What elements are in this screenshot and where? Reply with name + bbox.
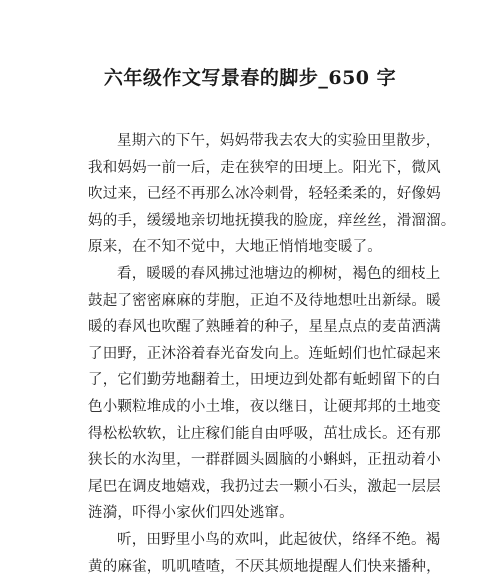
text-line: 听，田野里小鸟的欢叫，此起彼伏，络绎不绝。褐 — [88, 527, 428, 554]
text-line: 暖的春风也吹醒了熟睡着的种子，星星点点的麦苗洒满 — [88, 314, 428, 341]
text-line: 吹过来，已经不再那么冰冷刺骨，轻轻柔柔的，好像妈 — [88, 181, 428, 208]
text-line: 得松松软软，让庄稼们能自由呼吸，茁壮成长。还有那 — [88, 421, 428, 448]
text-line: 妈的手，缓缓地亲切地抚摸我的脸庞，痒丝丝，滑溜溜。 — [88, 208, 428, 235]
text-line: 狭长的水沟里，一群群圆头圆脑的小蝌蚪，正扭动着小 — [88, 447, 428, 474]
text-line: 了，它们勤劳地翻着土，田埂边到处都有蚯蚓留下的白 — [88, 367, 428, 394]
document-title: 六年级作文写景春的脚步_650 字 — [0, 64, 500, 92]
text-line: 尾巴在调皮地嬉戏，我扔过去一颗小石头，激起一层层 — [88, 474, 428, 501]
text-line: 我和妈妈一前一后，走在狭窄的田埂上。阳光下，微风 — [88, 155, 428, 182]
text-line: 黄的麻雀，叽叽喳喳，不厌其烦地提醒人们快来播种， — [88, 554, 428, 580]
text-line: 看，暖暖的春风拂过池塘边的柳树，褐色的细枝上 — [88, 261, 428, 288]
text-line: 涟漪，吓得小家伙们四处逃窜。 — [88, 500, 428, 527]
text-line: 星期六的下午，妈妈带我去农大的实验田里散步， — [88, 128, 428, 155]
text-line: 色小颗粒堆成的小土堆，夜以继日，让硬邦邦的土地变 — [88, 394, 428, 421]
text-line: 原来，在不知不觉中，大地正悄悄地变暖了。 — [88, 234, 428, 261]
text-line: 鼓起了密密麻麻的芽胞，正迫不及待地想吐出新绿。暖 — [88, 288, 428, 315]
document-body — [88, 128, 428, 580]
text-line: 了田野，正沐浴着春光奋发向上。连蚯蚓们也忙碌起来 — [88, 341, 428, 368]
